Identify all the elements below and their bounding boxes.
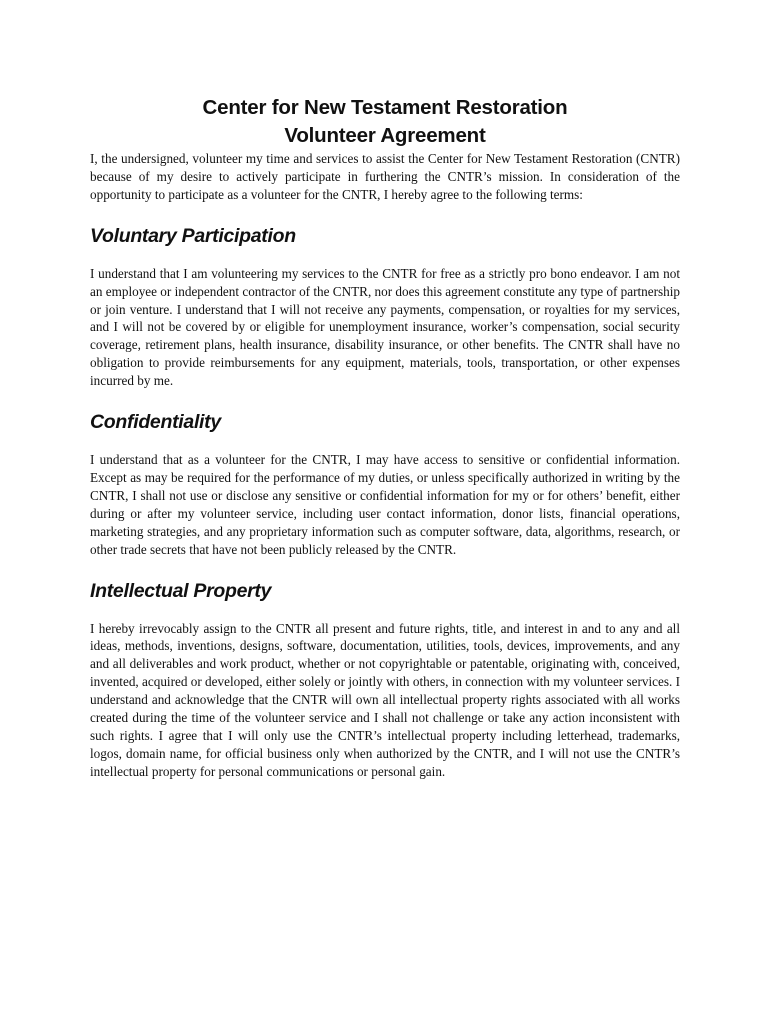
- document-page: [90, 94, 680, 781]
- section-heading: Intellectual Property: [90, 579, 272, 602]
- section-heading: Confidentiality: [90, 411, 221, 434]
- section-heading: Voluntary Participation: [90, 224, 296, 247]
- section-body: I understand that as a volunteer for the CNTR, I may have access to sensitive or confidential information. Except as may be required for the performance of my duties, or unless specifically authorized in writing by the CNTR, I shall not use or disclose any sensitive or confidential information for my or for others’ benefit, either during or after my volunteer service, including user contact information, donor lists, financial operations, marketing strategies, and any proprietary information such as computer software, data, algorithms, research, or other trade secrets that have not been publicly released by the CNTR.: [90, 452, 680, 557]
- intro-paragraph: I, the undersigned, volunteer my time and services to assist the Center for New Testament Restoration (CNTR) because of my desire to actively participate in furthering the CNTR’s mission. In consideration of the opportunity to participate as a volunteer for the CNTR, I hereby agree to the following terms:: [90, 151, 680, 202]
- section-voluntary-participation: [90, 224, 680, 390]
- section-body: I understand that I am volunteering my services to the CNTR for free as a strictly pro bono endeavor. I am not an employee or independent contractor of the CNTR, nor does this agreement constitute any type of partnership or join venture. I understand that I will not receive any payments, compensation, or royalties for my services, and I will not be covered by or eligible for unemployment insurance, worker’s compensation, social security coverage, retirement plans, health insurance, disability insurance, or other benefits. The CNTR shall have no obligation to provide reimbursements for any equipment, materials, tools, transportation, or other expenses incurred by me.: [90, 265, 680, 389]
- document-title: [90, 94, 680, 150]
- section-intellectual-property: [90, 579, 680, 781]
- title-line-2: Volunteer Agreement: [284, 124, 486, 147]
- section-body: I hereby irrevocably assign to the CNTR all present and future rights, title, and interest in and to any and all ideas, methods, inventions, designs, software, documentation, utilities, tools, devices, improvements, and any and all deliverables and work product, whether or not copyrightable or patentable, originating with, conceived, invented, acquired or developed, either solely or jointly with others, in connection with my volunteer services. I understand and acknowledge that the CNTR will own all intellectual property rights associated with all works created during the time of the volunteer service and I shall not challenge or take any action inconsistent with such rights. I agree that I will only use the CNTR’s intellectual property including letterhead, trademarks, logos, domain name, for official business only when authorized by the CNTR, and I will not use the CNTR’s intellectual property for personal communications or personal gain.: [90, 620, 680, 779]
- title-line-1: Center for New Testament Restoration: [202, 96, 568, 119]
- section-confidentiality: [90, 410, 680, 558]
